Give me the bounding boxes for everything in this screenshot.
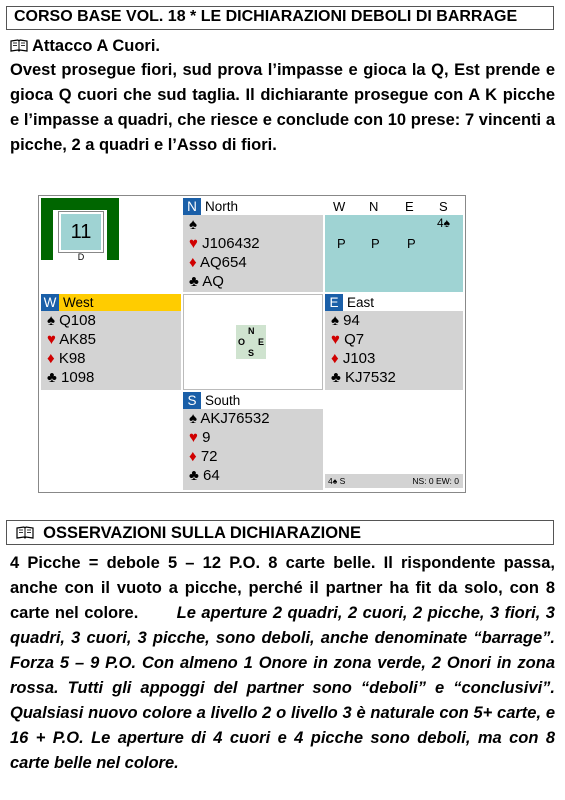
board-number-cell [41,198,181,292]
opening-lead-text: Attacco A Cuori. [31,37,161,55]
east-hand [325,294,463,390]
west-header: W West [41,294,181,311]
diamond-icon: ♦ [189,254,197,271]
east-header: E East [325,294,463,311]
west-diamonds: ♦ K98 [47,350,86,367]
south-header: S South [183,392,323,409]
score-label: NS: 0 EW: 0 [412,476,459,486]
south-clubs: ♣ 64 [189,467,220,484]
bid-4s: 4♠ [437,216,451,230]
bid-pass-e: P [407,236,416,251]
page-title: CORSO BASE VOL. 18 * LE DICHIARAZIONI DEBOLI DI BARRAGE [14,8,518,25]
east-spades: ♠ 94 [331,312,360,329]
spade-icon: ♠ [189,410,197,427]
result-bar [325,474,463,488]
book-icon [10,39,28,52]
diamond-icon: ♦ [47,350,55,367]
club-icon: ♣ [331,369,341,386]
club-icon: ♣ [189,467,199,484]
south-hearts: ♥ 9 [189,429,211,446]
lead-line [10,35,160,57]
north-hearts: ♥ J106432 [189,235,260,252]
spade-icon: ♠ [47,312,55,329]
heart-icon: ♥ [189,429,198,446]
club-icon: ♣ [47,369,57,386]
diamond-icon: ♦ [331,350,339,367]
observations-normal: 4 Picche = debole 5 – 12 P.O. 8 carte belle. Il rispondente passa, anche con il vuoto a picche, perché il partner ha fit da solo, con 8 carte nel colore. [10,554,555,622]
bidding-box [325,198,463,292]
north-hand [183,198,323,292]
east-hearts: ♥ Q7 [331,331,365,348]
south-spades: ♠ AKJ76532 [189,410,270,427]
north-clubs: ♣ AQ [189,273,224,290]
north-diamonds: ♦ AQ654 [189,254,247,271]
result-cell [325,392,463,490]
compass-cell [183,294,323,390]
board-number: 11 [59,212,103,252]
west-spades: ♠ Q108 [47,312,96,329]
diamond-icon: ♦ [189,448,197,465]
observations-text [10,551,555,776]
observations-italic: Le aperture 2 quadri, 2 cuori, 2 picche, 3 fiori, 3 quadri, 3 cuori, 3 picche, sono deboli, anche denominate “barrage”. Forza 5 – 9 P.O. Con almeno 1 Onore in zona verde, 2 Onori in zona rossa. Tutti gli appoggi del partner sono “deboli” e “conclusivi”. Qualsiasi nuovo colore a livello 2 o livello 3 è naturale con 5+ carte, e 16 + P.O. Le aperture di 4 cuori e 4 picche sono deboli, ma con 8 carte belle nel colore. [10,604,555,772]
west-hearts: ♥ AK85 [47,331,96,348]
bidding-header: W N E S [325,198,463,215]
east-clubs: ♣ KJ7532 [331,369,396,386]
play-description: Ovest prosegue fiori, sud prova l’impasse e gioca la Q, Est prende e gioca Q cuori che sud taglia. Il dichiarante prosegue con A K picche e l’impasse a quadri, che riesce e conclude con 10 prese: 7 vincenti a picche, 2 a quadri e l’Asso di fiori. [10,61,555,154]
spade-icon: ♠ [331,312,339,329]
north-header: N North [183,198,323,215]
west-clubs: ♣ 1098 [47,369,95,386]
south-hand [183,392,323,490]
heart-icon: ♥ [331,331,340,348]
heart-icon: ♥ [47,331,56,348]
spade-icon: ♠ [189,216,197,233]
book-icon [16,526,34,539]
section-title: OSSERVAZIONI SULLA DICHIARAZIONE [43,524,361,542]
dealer-marker: D [77,252,85,262]
heart-icon: ♥ [189,235,198,252]
bid-pass-n: P [371,236,380,251]
north-spades [183,215,323,234]
east-diamonds: ♦ J103 [331,350,376,367]
compass-rose: N O E S [238,326,265,358]
contract-label: 4♠ S [328,476,346,486]
section-title-row [16,522,361,544]
bid-pass-w: P [337,236,346,251]
west-hand [41,294,181,390]
south-diamonds: ♦ 72 [189,448,218,465]
bridge-board [38,195,466,493]
club-icon: ♣ [189,273,199,290]
